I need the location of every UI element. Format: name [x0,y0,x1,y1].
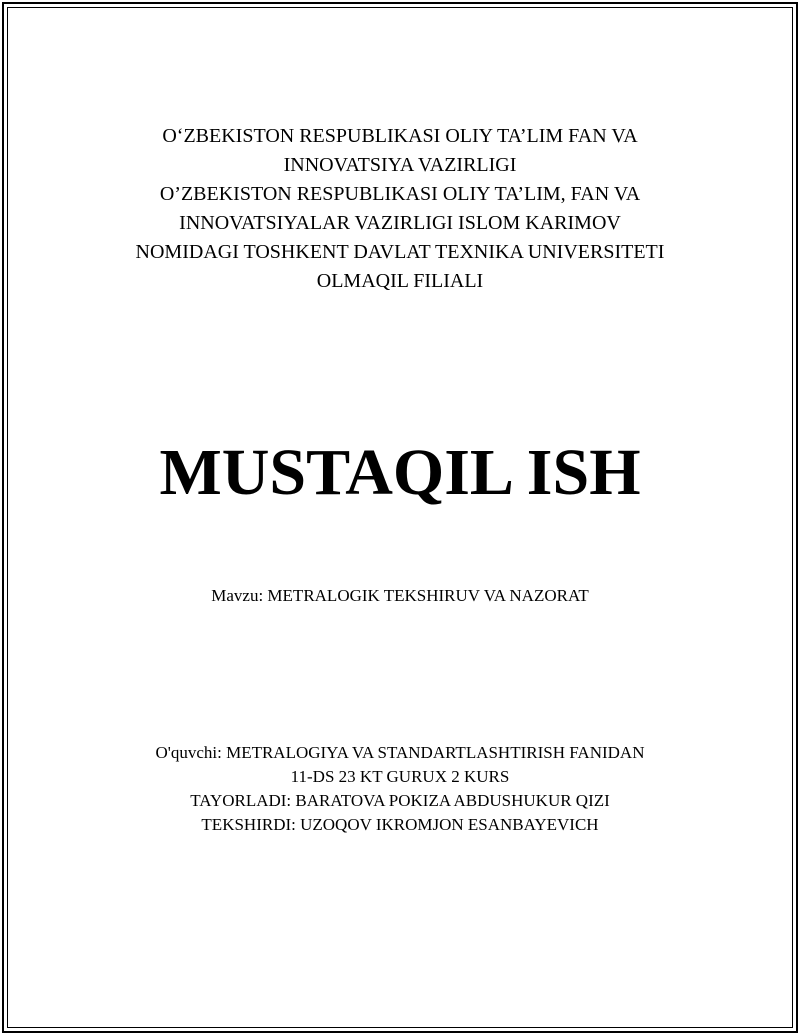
header-line: INNOVATSIYALAR VAZIRLIGI ISLOM KARIMOV [179,212,621,234]
info-line: O'quvchi: METRALOGIYA VA STANDARTLASHTIRISH FANIDAN [155,743,645,762]
header-line: O’ZBEKISTON RESPUBLIKASI OLIY TA’LIM, FAN VA [159,183,641,205]
topic-line: Mavzu: METRALOGIK TEKSHIRUV VA NAZORAT [211,586,589,605]
institution-header [60,122,740,296]
info-line: 11-DS 23 KT GURUX 2 KURS [290,767,510,786]
author-info [60,741,740,837]
header-line: OLMAQIL FILIALI [316,270,484,292]
info-line: TEKSHIRDI: UZOQOV IKROMJON ESANBAYEVICH [201,815,599,834]
header-line: O‘ZBEKISTON RESPUBLIKASI OLIY TA’LIM FAN VA [162,125,638,147]
info-line: TAYORLADI: BARATOVA POKIZA ABDUSHUKUR QIZI [190,791,610,810]
header-line: NOMIDAGI TOSHKENT DAVLAT TEXNIKA UNIVERSITETI [135,241,665,263]
header-line: INNOVATSIYA VAZIRLIGI [283,154,517,176]
document-title: MUSTAQIL ISH [159,436,641,509]
